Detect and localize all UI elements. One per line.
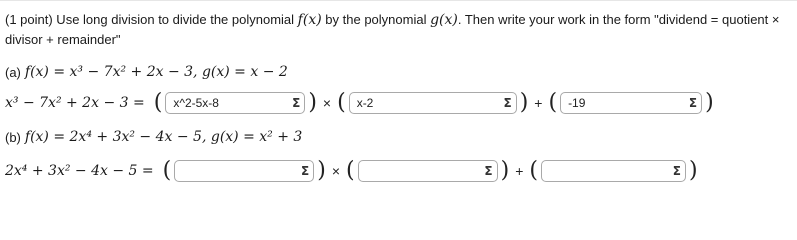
divisor-answer-box-b[interactable] <box>358 160 498 182</box>
open-paren: ( <box>346 158 355 183</box>
open-paren: ( <box>162 158 172 183</box>
part-b-dividend: 2x⁴ + 3x² − 4x − 5 = <box>5 163 154 179</box>
part-a-label: (a) <box>5 64 21 80</box>
times-sign: × <box>331 163 340 179</box>
remainder-value-a: -19 <box>568 96 586 110</box>
close-paren: ) <box>705 90 714 115</box>
plus-sign: + <box>534 95 543 111</box>
f-of-x: f(x) <box>297 12 322 28</box>
g-of-x: g(x) <box>430 12 458 28</box>
instructions-text-1: (1 point) Use long division to divide the polynomial <box>5 12 298 27</box>
close-paren: ) <box>500 158 510 183</box>
part-b-equation <box>5 159 701 183</box>
quotient-answer-box-a[interactable] <box>165 92 305 114</box>
part-b-label: (b) <box>5 129 21 145</box>
instructions-text-3: . Then write your work in the form "dividend = quotient × divisor + remainder" <box>5 12 780 47</box>
part-a-equation <box>5 91 717 115</box>
instructions-text-2: by the polynomial <box>321 12 431 27</box>
problem-instructions <box>5 10 790 49</box>
close-paren: ) <box>308 90 317 115</box>
part-a-dividend: x³ − 7x² + 2x − 3 = <box>5 95 145 111</box>
sigma-icon[interactable]: Σ <box>301 164 310 178</box>
open-paren: ( <box>153 90 163 115</box>
close-paren: ) <box>519 90 529 115</box>
sigma-icon[interactable]: Σ <box>503 96 512 110</box>
divisor-value-a: x-2 <box>356 96 374 110</box>
divisor-answer-box-a[interactable] <box>349 92 517 114</box>
sigma-icon[interactable]: Σ <box>484 164 493 178</box>
close-paren: ) <box>688 158 698 183</box>
top-divider <box>0 0 797 1</box>
close-paren: ) <box>317 158 326 183</box>
remainder-answer-box-a[interactable] <box>560 92 702 114</box>
open-paren: ( <box>337 90 346 115</box>
remainder-answer-box-b[interactable] <box>541 160 686 182</box>
quotient-answer-box-b[interactable] <box>174 160 314 182</box>
open-paren: ( <box>548 90 558 115</box>
quotient-value-a: x^2-5x-8 <box>173 96 219 110</box>
part-a-functions: f(x) = x³ − 7x² + 2x − 3, g(x) = x − 2 <box>24 64 288 80</box>
plus-sign: + <box>515 163 524 179</box>
part-a-definition <box>5 60 288 84</box>
part-b-definition <box>5 125 302 149</box>
sigma-icon[interactable]: Σ <box>688 96 698 110</box>
part-b-functions: f(x) = 2x⁴ + 3x² − 4x − 5, g(x) = x² + 3 <box>24 129 303 145</box>
open-paren: ( <box>529 158 538 183</box>
times-sign: × <box>322 95 332 111</box>
sigma-icon[interactable]: Σ <box>292 96 301 110</box>
sigma-icon[interactable]: Σ <box>672 164 681 178</box>
